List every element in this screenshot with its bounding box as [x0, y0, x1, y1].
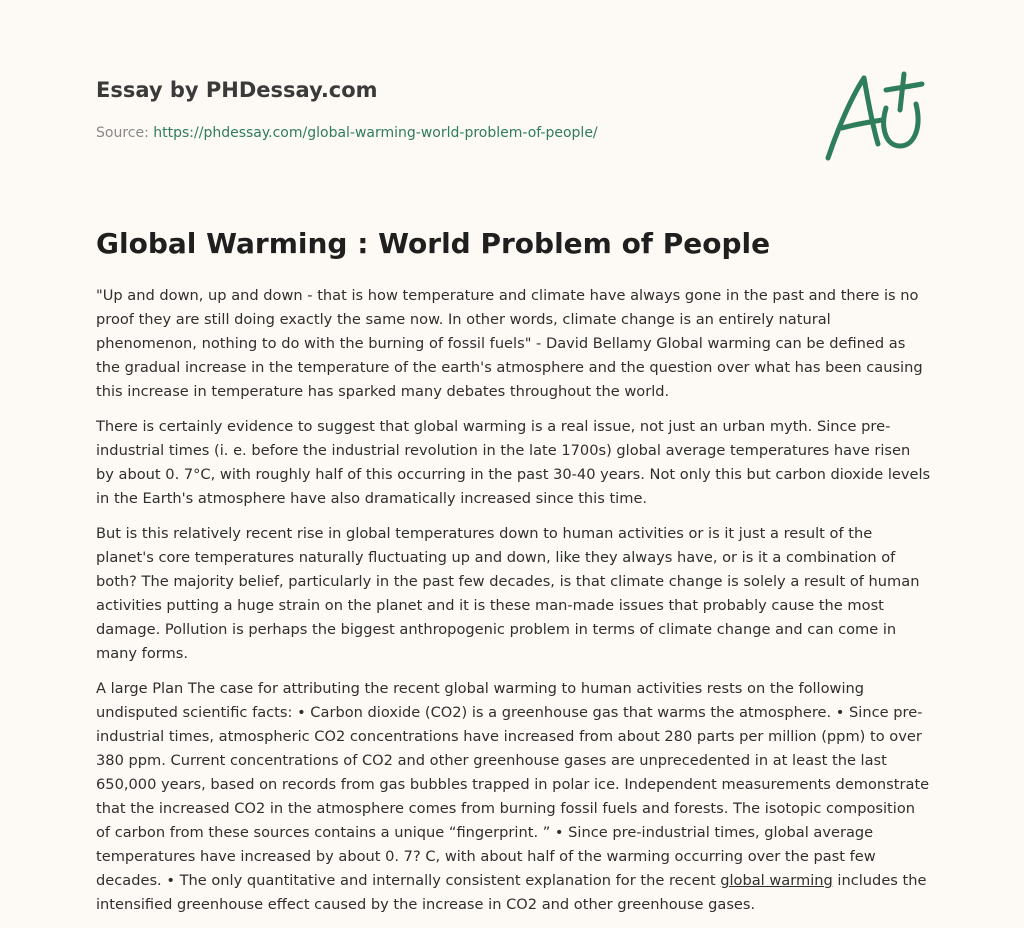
- source-label: Source:: [96, 125, 149, 141]
- essay-paragraph-4: [96, 677, 932, 917]
- source-link[interactable]: https://phdessay.com/global-warming-world-problem-of-people/: [153, 125, 598, 141]
- site-title: Essay by PHDessay.com: [96, 78, 378, 102]
- paragraph-4-text-end: includes the intensified greenhouse effect caused by the increase in CO2 and other greenhouse gases.: [96, 872, 927, 913]
- essay-paragraph-3: But is this relatively recent rise in global temperatures down to human activities or is it just a result of the planet's core temperatures naturally fluctuating up and down, like they always have, or is it a combination of both? The majority belief, particularly in the past few decades, is that climate change is solely a result of human activities putting a huge strain on the planet and it is these man-made issues that probably cause the most damage. Pollution is perhaps the biggest anthropogenic problem in terms of climate change and can come in many forms.: [96, 525, 920, 662]
- essay-paragraph-1: "Up and down, up and down - that is how temperature and climate have always gone in the past and there is no proof they are still doing exactly the same now. In other words, climate change is an entirely natural phenomenon, nothing to do with the burning of fossil fuels" - David Bellamy Global warming can be defined as the gradual increase in the temperature of the earth's atmosphere and the question over what has been causing this increase in temperature has sparked many debates throughout the world.: [96, 287, 923, 400]
- page-header: [96, 76, 796, 142]
- a-plus-logo-icon: [820, 66, 932, 166]
- global-warming-link[interactable]: global warming: [720, 872, 833, 889]
- essay-title: Global Warming : World Problem of People: [96, 227, 771, 260]
- source-line: [96, 124, 796, 142]
- essay-content: [96, 226, 932, 928]
- essay-paragraph-2: There is certainly evidence to suggest that global warming is a real issue, not just an urban myth. Since pre-industrial times (i. e. before the industrial revolution in the late 1700s) global average temperatures have risen by about 0. 7°C, with roughly half of this occurring in the past 30-40 years. Not only this but carbon dioxide levels in the Earth's atmosphere have also dramatically increased since this time.: [96, 418, 931, 507]
- paragraph-4-text-start: A large Plan The case for attributing the recent global warming to human activities rests on the following undisputed scientific facts: • Carbon dioxide (CO2) is a greenhouse gas that warms the atmosphere. • Since pre-industrial times, atmospheric CO2 concentrations have increased from about 280 parts per million (ppm) to over 380 ppm. Current concentrations of CO2 and other greenhouse gases are unprecedented in at least the last 650,000 years, based on records from gas bubbles trapped in polar ice. Independent measurements demonstrate that the increased CO2 in the atmosphere comes from burning fossil fuels and forests. The isotopic composition of carbon from these sources contains a unique “fingerprint. ” • Since pre-industrial times, global average temperatures have increased by about 0. 7? C, with about half of the warming occurring over the past few decades. • The only quantitative and internally consistent explanation for the recent: [96, 680, 930, 889]
